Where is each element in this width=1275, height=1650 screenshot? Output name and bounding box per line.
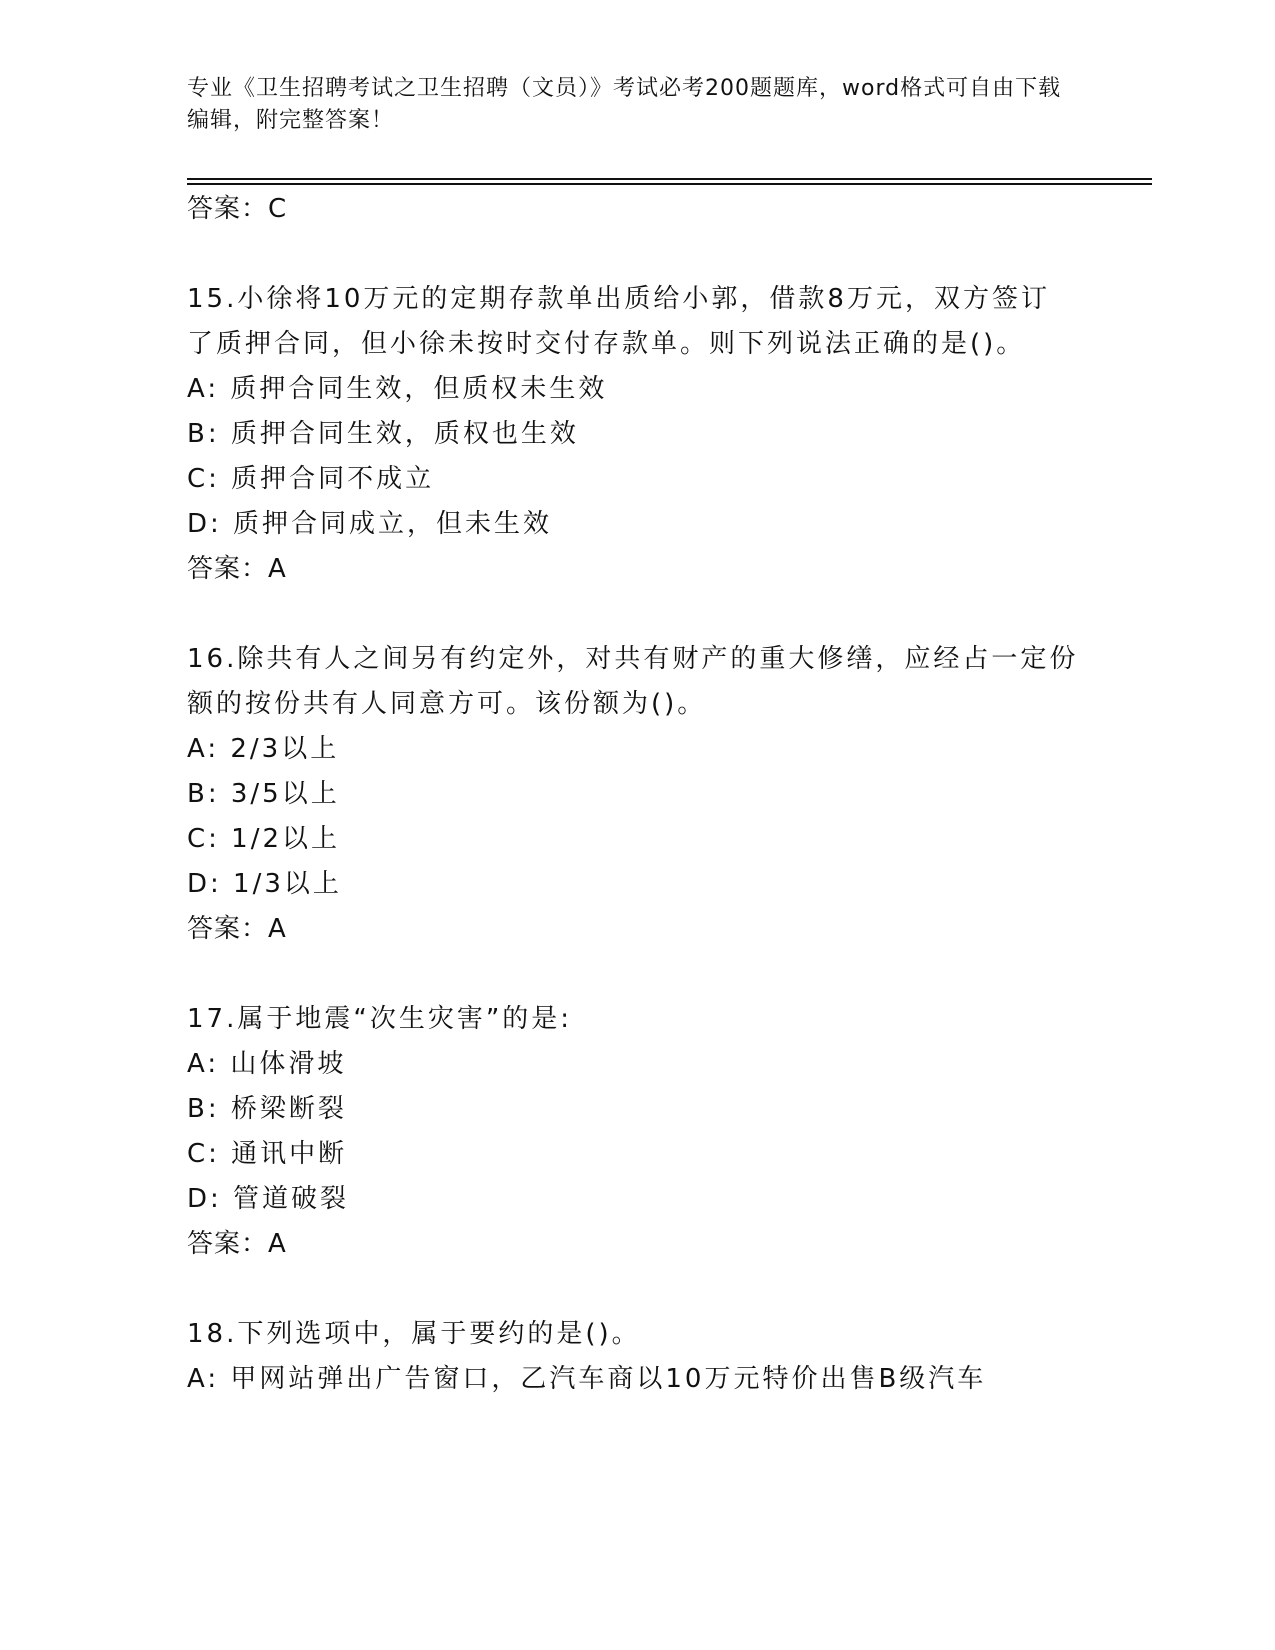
question-18-stem: 18.下列选项中，属于要约的是()。 (187, 1319, 641, 1349)
question-15-stem-line-2: 了质押合同，但小徐未按时交付存款单。则下列说法正确的是()。 (187, 329, 1026, 359)
previous-answer: 答案：C (187, 194, 288, 224)
question-16-option-c: C: 1/2以上 (187, 824, 341, 854)
question-17-stem: 17.属于地震“次生灾害”的是: (187, 1004, 573, 1034)
question-16-answer: 答案：A (187, 914, 287, 944)
question-15-option-c: C: 质押合同不成立 (187, 464, 435, 494)
question-17-option-a: A: 山体滑坡 (187, 1049, 347, 1079)
document-header: 专业《卫生招聘考试之卫生招聘（文员）》考试必考200题题库，word格式可自由下载编辑，附完整答案！ (187, 76, 1062, 133)
question-16-option-b: B: 3/5以上 (187, 779, 340, 809)
question-16-option-a: A: 2/3以上 (187, 734, 340, 764)
question-15-option-a: A: 质押合同生效，但质权未生效 (187, 374, 608, 404)
question-17-answer: 答案：A (187, 1229, 287, 1259)
question-15-option-d: D: 质押合同成立，但未生效 (187, 509, 553, 539)
question-17-option-d: D: 管道破裂 (187, 1184, 350, 1214)
header-rule-bottom (187, 183, 1152, 185)
question-16-stem-line-1: 16.除共有人之间另有约定外，对共有财产的重大修缮，应经占一定份 (187, 644, 1079, 674)
question-15-stem-line-1: 15.小徐将10万元的定期存款单出质给小郭，借款8万元，双方签订 (187, 284, 1050, 314)
question-15-option-b: B: 质押合同生效，质权也生效 (187, 419, 579, 449)
question-16-stem-line-2: 额的按份共有人同意方可。该份额为()。 (187, 689, 707, 719)
question-16-option-d: D: 1/3以上 (187, 869, 342, 899)
header-rule-top (187, 178, 1152, 180)
question-17-option-c: C: 通讯中断 (187, 1139, 348, 1169)
question-17-option-b: B: 桥梁断裂 (187, 1094, 347, 1124)
question-18-option-a: A: 甲网站弹出广告窗口，乙汽车商以10万元特价出售B级汽车 (187, 1364, 987, 1394)
question-15-answer: 答案：A (187, 554, 287, 584)
